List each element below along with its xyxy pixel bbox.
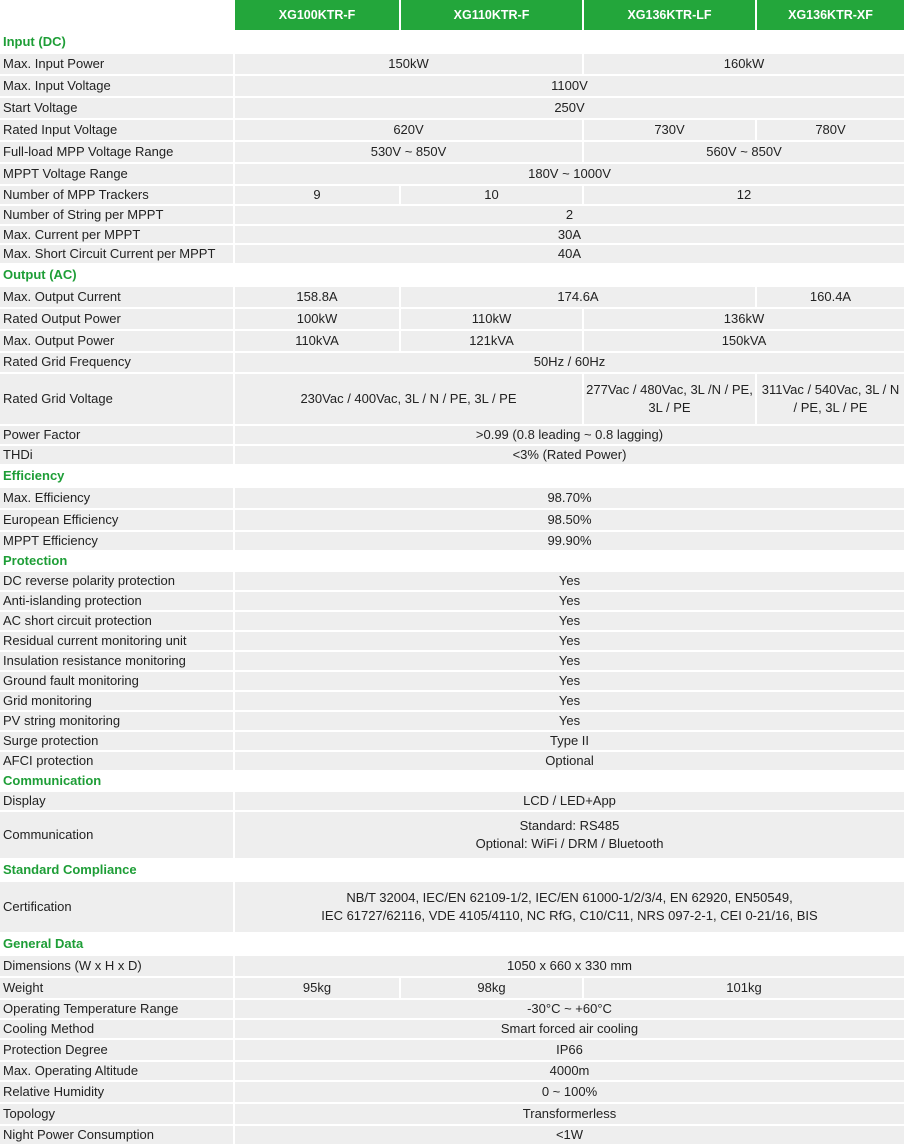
model-header: XG136KTR-XF	[756, 0, 905, 31]
row-label: Cooling Method	[0, 1019, 234, 1039]
row-label: Start Voltage	[0, 97, 234, 119]
row-value: 174.6A	[400, 286, 756, 308]
section-protection	[0, 551, 905, 571]
row-value: Yes	[234, 711, 905, 731]
row-value: Yes	[234, 671, 905, 691]
table-row	[0, 731, 905, 751]
row-value: 100kW	[234, 308, 400, 330]
row-label: Surge protection	[0, 731, 234, 751]
row-label: Max. Input Voltage	[0, 75, 234, 97]
row-label: Operating Temperature Range	[0, 999, 234, 1019]
table-row	[0, 141, 905, 163]
row-label: Max. Output Power	[0, 330, 234, 352]
row-label: Full-load MPP Voltage Range	[0, 141, 234, 163]
table-row	[0, 651, 905, 671]
model-header-row	[0, 0, 905, 31]
table-row	[0, 999, 905, 1019]
row-value: 277Vac / 480Vac, 3L /N / PE, 3L / PE	[583, 373, 756, 425]
table-row	[0, 691, 905, 711]
row-value: 4000m	[234, 1061, 905, 1081]
row-label: Max. Current per MPPT	[0, 225, 234, 245]
table-row	[0, 631, 905, 651]
table-row	[0, 1061, 905, 1081]
table-row	[0, 881, 905, 933]
table-row	[0, 163, 905, 185]
row-label: Ground fault monitoring	[0, 671, 234, 691]
row-label: Max. Operating Altitude	[0, 1061, 234, 1081]
row-value: 230Vac / 400Vac, 3L / N / PE, 3L / PE	[234, 373, 583, 425]
row-value: 620V	[234, 119, 583, 141]
row-value: Yes	[234, 631, 905, 651]
row-label: Max. Output Current	[0, 286, 234, 308]
row-value	[234, 811, 905, 859]
row-label: DC reverse polarity protection	[0, 571, 234, 591]
row-label: Rated Input Voltage	[0, 119, 234, 141]
table-row	[0, 531, 905, 551]
row-label: Grid monitoring	[0, 691, 234, 711]
row-label: European Efficiency	[0, 509, 234, 531]
row-label: Communication	[0, 811, 234, 859]
row-label: Number of String per MPPT	[0, 205, 234, 225]
section-title: Standard Compliance	[0, 859, 905, 881]
table-row	[0, 1019, 905, 1039]
table-row	[0, 286, 905, 308]
row-value: 50Hz / 60Hz	[234, 352, 905, 373]
row-label: Insulation resistance monitoring	[0, 651, 234, 671]
table-row	[0, 791, 905, 811]
row-value: 0 ~ 100%	[234, 1081, 905, 1103]
row-value: 530V ~ 850V	[234, 141, 583, 163]
row-label: MPPT Efficiency	[0, 531, 234, 551]
row-label: Rated Grid Frequency	[0, 352, 234, 373]
row-value: Optional	[234, 751, 905, 771]
table-row	[0, 244, 905, 264]
row-value: 1100V	[234, 75, 905, 97]
row-label: THDi	[0, 445, 234, 465]
section-title: General Data	[0, 933, 905, 955]
row-value: 136kW	[583, 308, 905, 330]
row-value: 40A	[234, 244, 905, 264]
table-row	[0, 373, 905, 425]
section-communication	[0, 771, 905, 791]
table-row	[0, 330, 905, 352]
row-value: <3% (Rated Power)	[234, 445, 905, 465]
row-label: Topology	[0, 1103, 234, 1125]
row-value: 2	[234, 205, 905, 225]
row-value: 250V	[234, 97, 905, 119]
row-label: PV string monitoring	[0, 711, 234, 731]
value-line: Standard: RS485	[519, 818, 620, 834]
section-output	[0, 264, 905, 286]
row-value: 110kW	[400, 308, 583, 330]
section-efficiency	[0, 465, 905, 487]
row-label: Residual current monitoring unit	[0, 631, 234, 651]
row-label: Weight	[0, 977, 234, 999]
model-header: XG100KTR-F	[234, 0, 400, 31]
row-value: Yes	[234, 591, 905, 611]
section-general	[0, 933, 905, 955]
table-row	[0, 1081, 905, 1103]
table-row	[0, 185, 905, 205]
row-value: Smart forced air cooling	[234, 1019, 905, 1039]
row-label: Protection Degree	[0, 1039, 234, 1061]
row-label: Power Factor	[0, 425, 234, 445]
table-row	[0, 711, 905, 731]
row-value: 311Vac / 540Vac, 3L / N / PE, 3L / PE	[756, 373, 905, 425]
row-value: 158.8A	[234, 286, 400, 308]
row-label: Rated Output Power	[0, 308, 234, 330]
model-header: XG110KTR-F	[400, 0, 583, 31]
table-row	[0, 751, 905, 771]
table-row	[0, 977, 905, 999]
table-row	[0, 445, 905, 465]
row-value: 780V	[756, 119, 905, 141]
row-value: 95kg	[234, 977, 400, 999]
row-label: Rated Grid Voltage	[0, 373, 234, 425]
table-row	[0, 425, 905, 445]
table-row	[0, 487, 905, 509]
section-title: Input (DC)	[0, 31, 905, 53]
row-value: 1050 x 660 x 330 mm	[234, 955, 905, 977]
row-value: Yes	[234, 651, 905, 671]
row-label: Anti-islanding protection	[0, 591, 234, 611]
row-label: MPPT Voltage Range	[0, 163, 234, 185]
section-title: Communication	[0, 771, 905, 791]
row-label: Number of MPP Trackers	[0, 185, 234, 205]
row-value: 160kW	[583, 53, 905, 75]
row-value: 180V ~ 1000V	[234, 163, 905, 185]
section-title: Efficiency	[0, 465, 905, 487]
table-row	[0, 509, 905, 531]
table-row	[0, 811, 905, 859]
table-row	[0, 119, 905, 141]
table-row	[0, 75, 905, 97]
row-label: Night Power Consumption	[0, 1125, 234, 1145]
table-row	[0, 591, 905, 611]
row-value: 121kVA	[400, 330, 583, 352]
row-value: 98.70%	[234, 487, 905, 509]
row-value: 560V ~ 850V	[583, 141, 905, 163]
row-value: 110kVA	[234, 330, 400, 352]
table-row	[0, 671, 905, 691]
row-label: Relative Humidity	[0, 1081, 234, 1103]
row-value: 101kg	[583, 977, 905, 999]
row-value: Yes	[234, 611, 905, 631]
table-row	[0, 611, 905, 631]
row-value: Yes	[234, 691, 905, 711]
model-header: XG136KTR-LF	[583, 0, 756, 31]
section-input	[0, 31, 905, 53]
row-value: Yes	[234, 571, 905, 591]
row-value: 150kVA	[583, 330, 905, 352]
table-row	[0, 225, 905, 245]
row-value: 98kg	[400, 977, 583, 999]
row-value: IP66	[234, 1039, 905, 1061]
row-label: AC short circuit protection	[0, 611, 234, 631]
table-row	[0, 53, 905, 75]
table-row	[0, 352, 905, 373]
section-title: Output (AC)	[0, 264, 905, 286]
row-value: 10	[400, 185, 583, 205]
table-row	[0, 955, 905, 977]
row-value: 150kW	[234, 53, 583, 75]
row-value: 12	[583, 185, 905, 205]
table-row	[0, 308, 905, 330]
row-value: 98.50%	[234, 509, 905, 531]
row-value: 730V	[583, 119, 756, 141]
value-line: NB/T 32004, IEC/EN 62109-1/2, IEC/EN 61000-1/2/3/4, EN 62920, EN50549,	[346, 890, 793, 906]
row-value: >0.99 (0.8 leading ~ 0.8 lagging)	[234, 425, 905, 445]
row-label: Max. Efficiency	[0, 487, 234, 509]
row-label: Max. Short Circuit Current per MPPT	[0, 244, 234, 264]
row-value: 9	[234, 185, 400, 205]
row-label: Dimensions (W x H x D)	[0, 955, 234, 977]
row-value: Type II	[234, 731, 905, 751]
row-value: <1W	[234, 1125, 905, 1145]
row-label: AFCI protection	[0, 751, 234, 771]
header-blank	[0, 0, 234, 31]
row-value	[234, 881, 905, 933]
section-title: Protection	[0, 551, 905, 571]
table-row	[0, 1103, 905, 1125]
value-line: IEC 61727/62116, VDE 4105/4110, NC RfG, C10/C11, NRS 097-2-1, CEI 0-21/16, BIS	[321, 907, 818, 923]
table-row	[0, 1039, 905, 1061]
table-row	[0, 1125, 905, 1145]
table-row	[0, 571, 905, 591]
row-label: Max. Input Power	[0, 53, 234, 75]
table-row	[0, 205, 905, 225]
row-value: 160.4A	[756, 286, 905, 308]
row-value: LCD / LED+App	[234, 791, 905, 811]
row-value: 99.90%	[234, 531, 905, 551]
section-standard	[0, 859, 905, 881]
value-line: Optional: WiFi / DRM / Bluetooth	[475, 835, 664, 851]
table-row	[0, 97, 905, 119]
row-label: Certification	[0, 881, 234, 933]
row-value: Transformerless	[234, 1103, 905, 1125]
row-label: Display	[0, 791, 234, 811]
row-value: -30°C ~ +60°C	[234, 999, 905, 1019]
row-value: 30A	[234, 225, 905, 245]
